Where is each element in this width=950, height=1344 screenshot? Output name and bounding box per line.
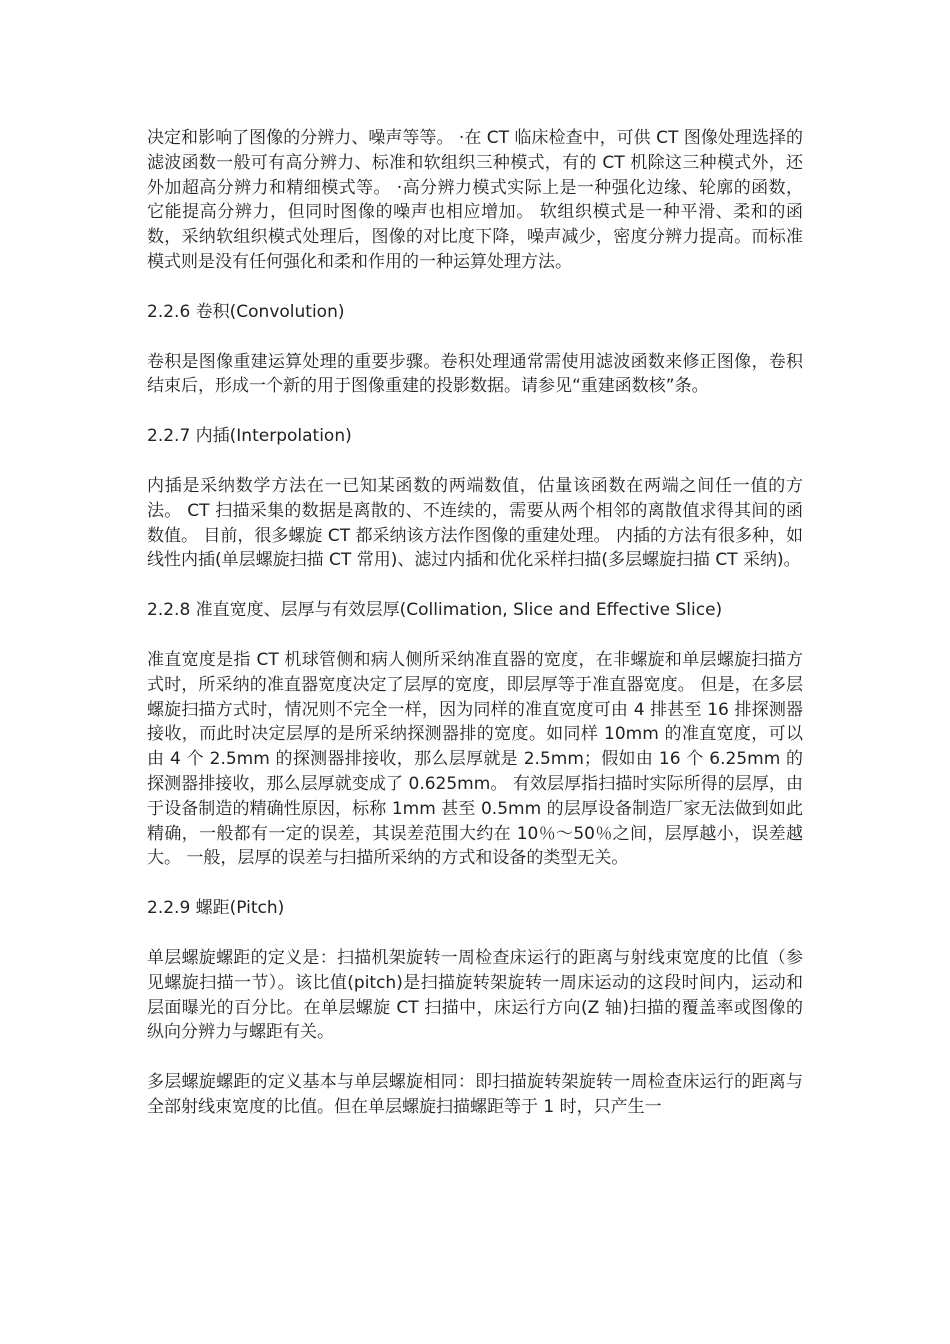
paragraph-collimation: 准直宽度是指 CT 机球管侧和病人侧所采纳准直器的宽度，在非螺旋和单层螺旋扫描方式时，所采纳的准直器宽度决定了层厚的宽度，即层厚等于准直器宽度。 但是，在多层螺旋扫描方式时，情况则不完全一样，因为同样的准直宽度可由 4 排甚至 16 排探测器接收，而此时决定层厚的是所采纳探测器排的宽度。如同样 10mm 的准直宽度，可以由 4 个 2.5mm 的探测器排接收，那么层厚就是 2.5mm；假如由 16 个 6.25mm 的探测器排接收，那么层厚就变成了 0.625mm。 有效层厚指扫描时实际所得的层厚，由于设备制造的精确性原因，标称 1mm 甚至 0.5mm 的层厚设备制造厂家无法做到如此精确，一般都有一定的误差，其误差范围大约在 10％～50％之间，层厚越小，误差越大。 一般，层厚的误差与扫描所采纳的方式和设备的类型无关。 bbox=[147, 649, 803, 869]
heading-convolution: 2.2.6 卷积(Convolution) bbox=[147, 301, 345, 322]
paragraph-pitch-multi: 多层螺旋螺距的定义基本与单层螺旋相同：即扫描旋转架旋转一周检查床运行的距离与全部射线束宽度的比值。但在单层螺旋扫描螺距等于 1 时，只产生一 bbox=[147, 1072, 803, 1117]
heading-collimation: 2.2.8 准直宽度、层厚与有效层厚(Collimation, Slice and Effective Slice) bbox=[147, 600, 723, 621]
heading-interpolation: 2.2.7 内插(Interpolation) bbox=[147, 426, 352, 447]
paragraph-convolution: 卷积是图像重建运算处理的重要步骤。卷积处理通常需使用滤波函数来修正图像，卷积结束后，形成一个新的用于图像重建的投影数据。请参见“重建函数核”条。 bbox=[147, 351, 803, 397]
paragraph-filter-modes: 决定和影响了图像的分辨力、噪声等等。 ·在 CT 临床检查中，可供 CT 图像处理选择的滤波函数一般可有高分辨力、标准和软组织三种模式，有的 CT 机除这三种模式外，还外加超高分辨力和精细模式等。 ·高分辨力模式实际上是一种强化边缘、轮廓的函数，它能提高分辨力，但同时图像的噪声也相应增加。 软组织模式是一种平滑、柔和的函数，采纳软组织模式处理后，图像的对比度下降，噪声减少，密度分辨力提高。而标准模式则是没有任何强化和柔和作用的一种运算处理方法。 bbox=[147, 128, 803, 272]
heading-pitch: 2.2.9 螺距(Pitch) bbox=[147, 898, 285, 919]
document-page bbox=[147, 126, 803, 1145]
paragraph-interpolation: 内插是采纳数学方法在一已知某函数的两端数值，估量该函数在两端之间任一值的方法。 CT 扫描采集的数据是离散的、不连续的，需要从两个相邻的离散值求得其间的函数值。 目前，很多螺旋 CT 都采纳该方法作图像的重建处理。 内插的方法有很多种，如线性内插(单层螺旋扫描 CT 常用)、滤过内插和优化采样扫描(多层螺旋扫描 CT 采纳)。 bbox=[147, 475, 803, 571]
paragraph-pitch-single: 单层螺旋螺距的定义是：扫描机架旋转一周检查床运行的距离与射线束宽度的比值（参见螺旋扫描一节）。该比值(pitch)是扫描旋转架旋转一周床运动的这段时间内，运动和层面曝光的百分比。在单层螺旋 CT 扫描中，床运行方向(Z 轴)扫描的覆盖率或图像的纵向分辨力与螺距有关。 bbox=[147, 947, 803, 1043]
